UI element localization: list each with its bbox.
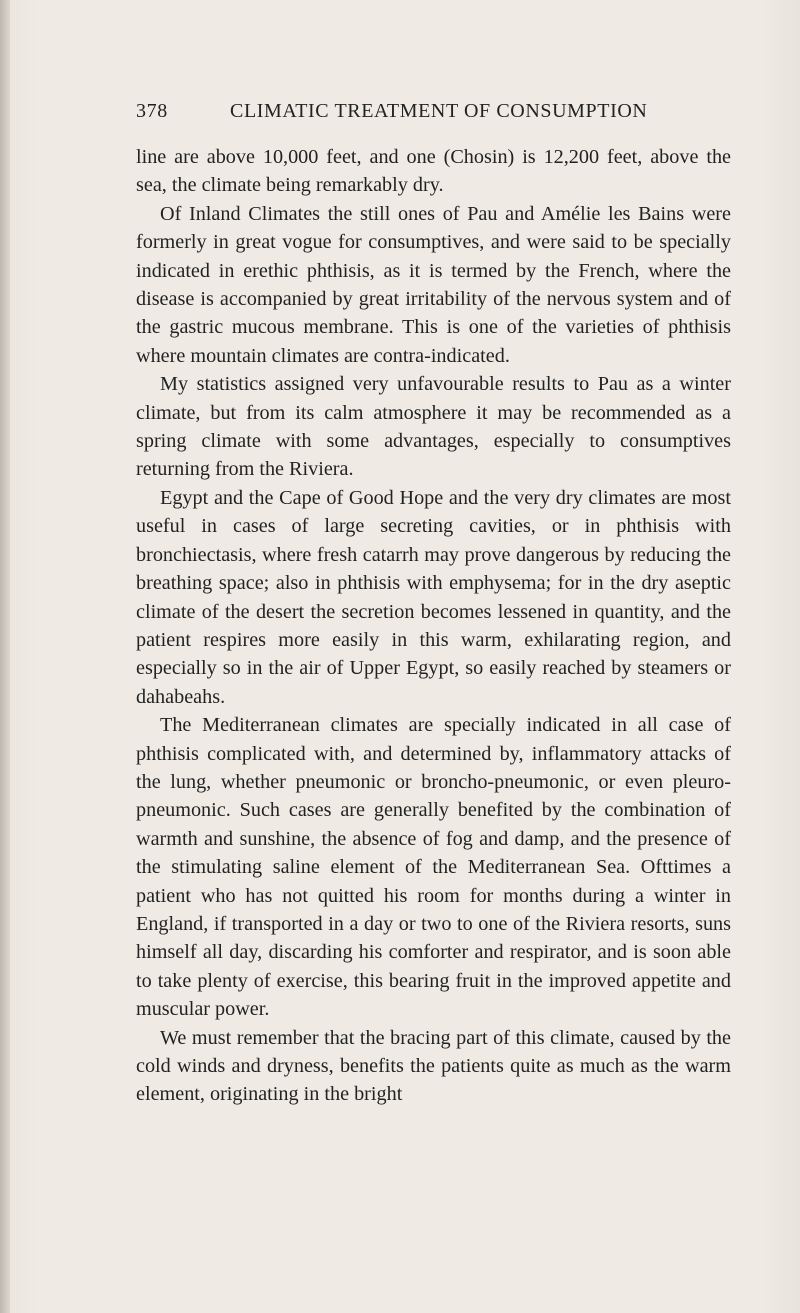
running-title: CLIMATIC TREATMENT OF CONSUMPTION (230, 100, 648, 122)
paragraph: The Mediterranean climates are specially indicated in all case of phthisis complicated with, and determined by, inflammatory attacks of the lung, whether pneumonic or broncho-pneumonic, or even pleuro-pneumonic. Such cases are generally benefited by the combination of warmth and sunshine, the absence of fog and damp, and the presence of the stimulating saline element of the Mediterranean Sea. Ofttimes a patient who has not quitted his room for months during a winter in England, if transported in a day or two to one of the Riviera resorts, suns himself all day, discarding his comforter and respirator, and is soon able to take plenty of exercise, this bearing fruit in the improved appetite and muscular power. (136, 714, 731, 1021)
page-number: 378 (136, 100, 168, 122)
paragraph: Of Inland Climates the still ones of Pau and Amélie les Bains were formerly in great vogue for consumptives, and were said to be specially indicated in erethic phthisis, as it is termed by the French, where the disease is accompanied by great irritability of the nervous system and of the gastric mucous membrane. This is one of the varieties of phthisis where mountain climates are contra-indicated. (136, 202, 731, 367)
page-header (136, 100, 676, 130)
paragraph: line are above 10,000 feet, and one (Chosin) is 12,200 feet, above the sea, the climate being remarkably dry. (136, 146, 731, 197)
paragraph: We must remember that the bracing part of this climate, caused by the cold winds and dryness, benefits the patients quite as much as the warm element, originating in the bright (136, 1026, 731, 1106)
page-gutter (0, 0, 10, 1313)
paragraph: My statistics assigned very unfavourable results to Pau as a winter climate, but from its calm atmosphere it may be recommended as a spring climate with some advantages, especially to consumptives returning from the Riviera. (136, 373, 731, 481)
body-text (136, 143, 731, 1109)
paragraph: Egypt and the Cape of Good Hope and the very dry climates are most useful in cases of large secreting cavities, or in phthisis with bronchiectasis, where fresh catarrh may prove dangerous by reducing the breathing space; also in phthisis with emphysema; for in the dry aseptic climate of the desert the secretion becomes lessened in quantity, and the patient respires more easily in this warm, exhilarating region, and especially so in the air of Upper Egypt, so easily reached by steamers or dahabeahs. (136, 486, 731, 708)
